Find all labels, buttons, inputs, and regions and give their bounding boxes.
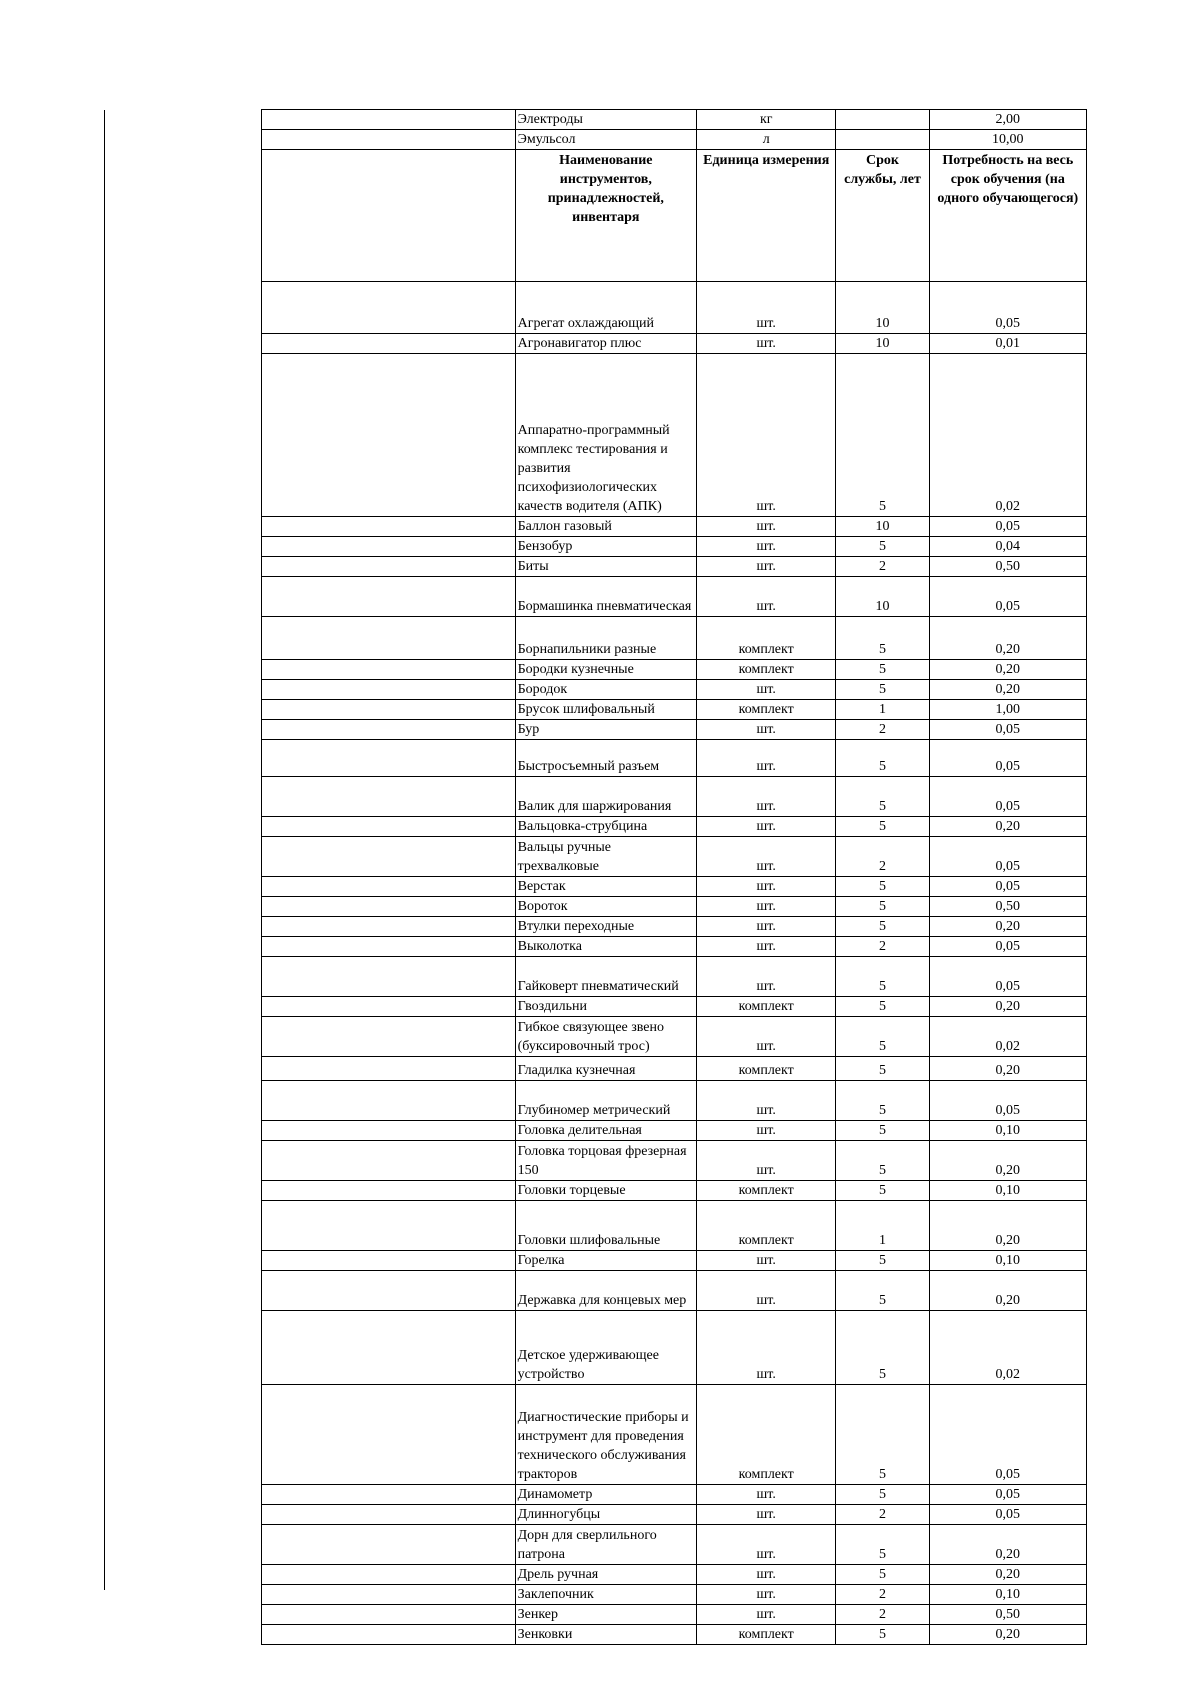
table-row xyxy=(262,1017,1087,1057)
item-need: 0,20 xyxy=(929,817,1086,837)
item-need: 0,05 xyxy=(929,957,1086,997)
table-row xyxy=(262,957,1087,997)
item-unit: комплект xyxy=(697,660,836,680)
item-unit: шт. xyxy=(697,680,836,700)
row-number-cell xyxy=(262,517,516,537)
item-need: 0,20 xyxy=(929,1057,1086,1081)
item-name: Агронавигатор плюс xyxy=(515,334,696,354)
item-name: Выколотка xyxy=(515,937,696,957)
item-need: 0,05 xyxy=(929,877,1086,897)
item-unit: шт. xyxy=(697,537,836,557)
item-life: 10 xyxy=(836,282,929,334)
table-row xyxy=(262,1271,1087,1311)
item-unit: комплект xyxy=(697,1625,836,1645)
row-number-cell xyxy=(262,1605,516,1625)
table-row xyxy=(262,937,1087,957)
item-unit: комплект xyxy=(697,1057,836,1081)
item-name: Баллон газовый xyxy=(515,517,696,537)
item-need: 0,05 xyxy=(929,1505,1086,1525)
row-number-cell xyxy=(262,1271,516,1311)
margin-line xyxy=(104,110,105,1590)
item-unit: комплект xyxy=(697,1385,836,1485)
item-unit: шт. xyxy=(697,1585,836,1605)
item-name: Головки торцевые xyxy=(515,1181,696,1201)
item-name: Бензобур xyxy=(515,537,696,557)
table-row xyxy=(262,1311,1087,1385)
header-unit: Единица измерения xyxy=(697,150,836,282)
row-number-cell xyxy=(262,334,516,354)
item-name: Гайковерт пневматический xyxy=(515,957,696,997)
item-unit: шт. xyxy=(697,877,836,897)
table-row xyxy=(262,1081,1087,1121)
table-row xyxy=(262,1485,1087,1505)
row-number-cell xyxy=(262,937,516,957)
table-row xyxy=(262,660,1087,680)
item-life: 5 xyxy=(836,917,929,937)
item-unit: шт. xyxy=(697,1121,836,1141)
item-life: 5 xyxy=(836,1121,929,1141)
item-unit: комплект xyxy=(697,1201,836,1251)
row-number-cell xyxy=(262,877,516,897)
item-unit: шт. xyxy=(697,917,836,937)
table-row xyxy=(262,1625,1087,1645)
item-unit: шт. xyxy=(697,1251,836,1271)
table-row xyxy=(262,1201,1087,1251)
item-need: 0,05 xyxy=(929,777,1086,817)
row-number-cell xyxy=(262,110,516,130)
item-life: 5 xyxy=(836,997,929,1017)
item-life: 2 xyxy=(836,720,929,740)
item-life: 5 xyxy=(836,1141,929,1181)
item-life: 5 xyxy=(836,1311,929,1385)
item-name: Вальцы ручные трехвалковые xyxy=(515,837,696,877)
item-name: Борнапильники разные xyxy=(515,617,696,660)
table-row xyxy=(262,817,1087,837)
item-name: Валик для шаржирования xyxy=(515,777,696,817)
item-need: 0,20 xyxy=(929,917,1086,937)
item-name: Головки шлифовальные xyxy=(515,1201,696,1251)
item-life: 5 xyxy=(836,1565,929,1585)
table-row xyxy=(262,537,1087,557)
item-name: Биты xyxy=(515,557,696,577)
item-need: 0,05 xyxy=(929,1485,1086,1505)
item-unit: шт. xyxy=(697,957,836,997)
item-need: 0,10 xyxy=(929,1181,1086,1201)
table-row xyxy=(262,740,1087,777)
table-row xyxy=(262,577,1087,617)
item-need: 0,05 xyxy=(929,937,1086,957)
table-row xyxy=(262,1141,1087,1181)
item-need: 0,02 xyxy=(929,354,1086,517)
item-unit: шт. xyxy=(697,1081,836,1121)
table-row xyxy=(262,557,1087,577)
table-row xyxy=(262,1605,1087,1625)
row-number-cell xyxy=(262,997,516,1017)
item-need: 0,05 xyxy=(929,517,1086,537)
row-number-cell xyxy=(262,817,516,837)
item-life: 5 xyxy=(836,777,929,817)
table-row xyxy=(262,680,1087,700)
row-number-cell xyxy=(262,1525,516,1565)
item-name: Вальцовка-струбцина xyxy=(515,817,696,837)
table-row xyxy=(262,897,1087,917)
item-need: 0,05 xyxy=(929,720,1086,740)
item-life: 1 xyxy=(836,700,929,720)
item-life: 10 xyxy=(836,334,929,354)
table-row xyxy=(262,1385,1087,1485)
row-number-cell xyxy=(262,130,516,150)
table-row xyxy=(262,997,1087,1017)
item-need: 0,05 xyxy=(929,740,1086,777)
item-need: 2,00 xyxy=(929,110,1086,130)
item-life: 2 xyxy=(836,557,929,577)
item-life: 5 xyxy=(836,877,929,897)
row-number-cell xyxy=(262,917,516,937)
item-name: Бур xyxy=(515,720,696,740)
item-life: 10 xyxy=(836,517,929,537)
item-name: Втулки переходные xyxy=(515,917,696,937)
item-life: 5 xyxy=(836,1625,929,1645)
item-unit: шт. xyxy=(697,1017,836,1057)
row-number-cell xyxy=(262,282,516,334)
item-name: Заклепочник xyxy=(515,1585,696,1605)
item-name: Брусок шлифовальный xyxy=(515,700,696,720)
item-need: 0,02 xyxy=(929,1017,1086,1057)
item-name: Верстак xyxy=(515,877,696,897)
item-need: 0,50 xyxy=(929,897,1086,917)
item-life: 1 xyxy=(836,1201,929,1251)
item-life: 2 xyxy=(836,937,929,957)
item-name: Динамометр xyxy=(515,1485,696,1505)
equipment-table xyxy=(261,109,1087,1645)
row-number-cell xyxy=(262,720,516,740)
item-unit: шт. xyxy=(697,334,836,354)
table-row xyxy=(262,334,1087,354)
item-life: 10 xyxy=(836,577,929,617)
item-life: 2 xyxy=(836,1605,929,1625)
table-row xyxy=(262,837,1087,877)
item-life: 5 xyxy=(836,957,929,997)
item-unit: кг xyxy=(697,110,836,130)
item-name: Бормашинка пневматическая xyxy=(515,577,696,617)
row-number-cell xyxy=(262,1485,516,1505)
item-need: 0,20 xyxy=(929,997,1086,1017)
item-life: 2 xyxy=(836,1585,929,1605)
item-need: 0,20 xyxy=(929,1271,1086,1311)
item-unit: шт. xyxy=(697,557,836,577)
item-life: 5 xyxy=(836,1525,929,1565)
item-name: Вороток xyxy=(515,897,696,917)
item-need: 0,20 xyxy=(929,1201,1086,1251)
item-unit: шт. xyxy=(697,1311,836,1385)
item-life: 5 xyxy=(836,680,929,700)
row-number-cell xyxy=(262,1181,516,1201)
item-unit: комплект xyxy=(697,617,836,660)
item-life: 5 xyxy=(836,1271,929,1311)
header-blank-cell xyxy=(262,150,516,282)
item-unit: шт. xyxy=(697,1505,836,1525)
table-row xyxy=(262,110,1087,130)
item-life: 2 xyxy=(836,837,929,877)
item-name: Электроды xyxy=(515,110,696,130)
item-need: 0,50 xyxy=(929,1605,1086,1625)
item-life: 5 xyxy=(836,1251,929,1271)
item-need: 0,20 xyxy=(929,680,1086,700)
item-life: 5 xyxy=(836,1485,929,1505)
row-number-cell xyxy=(262,1141,516,1181)
item-need: 0,50 xyxy=(929,557,1086,577)
item-unit: шт. xyxy=(697,1525,836,1565)
item-need: 0,05 xyxy=(929,837,1086,877)
item-name: Быстросъемный разъем xyxy=(515,740,696,777)
item-name: Диагностические приборы и инструмент для проведения технического обслуживания тракторов xyxy=(515,1385,696,1485)
item-unit: шт. xyxy=(697,777,836,817)
row-number-cell xyxy=(262,1585,516,1605)
item-name: Зенковки xyxy=(515,1625,696,1645)
row-number-cell xyxy=(262,777,516,817)
item-unit: шт. xyxy=(697,740,836,777)
item-name: Зенкер xyxy=(515,1605,696,1625)
item-need: 0,10 xyxy=(929,1121,1086,1141)
table-header-row xyxy=(262,150,1087,282)
item-need: 1,00 xyxy=(929,700,1086,720)
table-row xyxy=(262,877,1087,897)
item-need: 0,05 xyxy=(929,1385,1086,1485)
item-unit: шт. xyxy=(697,1605,836,1625)
item-life xyxy=(836,130,929,150)
item-unit: шт. xyxy=(697,837,836,877)
item-life: 5 xyxy=(836,897,929,917)
item-name: Головка делительная xyxy=(515,1121,696,1141)
item-unit: шт. xyxy=(697,354,836,517)
row-number-cell xyxy=(262,957,516,997)
item-name: Эмульсол xyxy=(515,130,696,150)
row-number-cell xyxy=(262,1057,516,1081)
row-number-cell xyxy=(262,1017,516,1057)
item-unit: комплект xyxy=(697,700,836,720)
item-life: 5 xyxy=(836,1057,929,1081)
item-life: 5 xyxy=(836,740,929,777)
item-name: Головка торцовая фрезерная 150 xyxy=(515,1141,696,1181)
table-row xyxy=(262,777,1087,817)
table-row xyxy=(262,1057,1087,1081)
item-life: 5 xyxy=(836,1081,929,1121)
item-need: 0,10 xyxy=(929,1585,1086,1605)
row-number-cell xyxy=(262,897,516,917)
item-unit: л xyxy=(697,130,836,150)
item-name: Державка для концевых мер xyxy=(515,1271,696,1311)
item-need: 0,20 xyxy=(929,617,1086,660)
item-name: Дорн для сверлильного патрона xyxy=(515,1525,696,1565)
item-name: Гибкое связующее звено (буксировочный трос) xyxy=(515,1017,696,1057)
item-unit: шт. xyxy=(697,897,836,917)
item-name: Глубиномер метрический xyxy=(515,1081,696,1121)
item-life: 5 xyxy=(836,660,929,680)
table-row xyxy=(262,1181,1087,1201)
item-unit: шт. xyxy=(697,577,836,617)
row-number-cell xyxy=(262,660,516,680)
item-life: 5 xyxy=(836,1385,929,1485)
item-unit: шт. xyxy=(697,1271,836,1311)
item-unit: шт. xyxy=(697,282,836,334)
table-row xyxy=(262,130,1087,150)
item-unit: шт. xyxy=(697,720,836,740)
table-row xyxy=(262,1505,1087,1525)
item-unit: шт. xyxy=(697,1565,836,1585)
row-number-cell xyxy=(262,680,516,700)
item-need: 0,05 xyxy=(929,282,1086,334)
table-row xyxy=(262,1251,1087,1271)
item-need: 0,20 xyxy=(929,1565,1086,1585)
table-row xyxy=(262,700,1087,720)
item-need: 0,05 xyxy=(929,577,1086,617)
row-number-cell xyxy=(262,537,516,557)
item-name: Дрель ручная xyxy=(515,1565,696,1585)
table-row xyxy=(262,354,1087,517)
table-row xyxy=(262,282,1087,334)
item-need: 0,05 xyxy=(929,1081,1086,1121)
item-life: 2 xyxy=(836,1505,929,1525)
item-life: 5 xyxy=(836,537,929,557)
item-name: Агрегат охлаждающий xyxy=(515,282,696,334)
row-number-cell xyxy=(262,354,516,517)
item-unit: шт. xyxy=(697,517,836,537)
item-name: Горелка xyxy=(515,1251,696,1271)
item-life: 5 xyxy=(836,817,929,837)
item-need: 0,20 xyxy=(929,1141,1086,1181)
item-name: Гладилка кузнечная xyxy=(515,1057,696,1081)
header-item-name: Наименование инструментов, принадлежностей, инвентаря xyxy=(515,150,696,282)
row-number-cell xyxy=(262,1565,516,1585)
header-life: Срок службы, лет xyxy=(836,150,929,282)
item-unit: шт. xyxy=(697,1141,836,1181)
table-row xyxy=(262,917,1087,937)
row-number-cell xyxy=(262,837,516,877)
row-number-cell xyxy=(262,557,516,577)
item-need: 0,20 xyxy=(929,660,1086,680)
item-need: 0,20 xyxy=(929,1525,1086,1565)
item-life: 5 xyxy=(836,1017,929,1057)
item-need: 0,10 xyxy=(929,1251,1086,1271)
item-life: 5 xyxy=(836,617,929,660)
item-unit: комплект xyxy=(697,997,836,1017)
row-number-cell xyxy=(262,1201,516,1251)
item-name: Бородки кузнечные xyxy=(515,660,696,680)
item-unit: шт. xyxy=(697,1485,836,1505)
row-number-cell xyxy=(262,577,516,617)
row-number-cell xyxy=(262,1081,516,1121)
item-name: Детское удерживающее устройство xyxy=(515,1311,696,1385)
row-number-cell xyxy=(262,1311,516,1385)
table-row xyxy=(262,1565,1087,1585)
row-number-cell xyxy=(262,1385,516,1485)
table-row xyxy=(262,1585,1087,1605)
item-name: Длинногубцы xyxy=(515,1505,696,1525)
item-unit: шт. xyxy=(697,817,836,837)
row-number-cell xyxy=(262,1251,516,1271)
table-row xyxy=(262,1525,1087,1565)
item-need: 10,00 xyxy=(929,130,1086,150)
row-number-cell xyxy=(262,1625,516,1645)
table-row xyxy=(262,1121,1087,1141)
item-life: 5 xyxy=(836,1181,929,1201)
item-unit: комплект xyxy=(697,1181,836,1201)
item-need: 0,20 xyxy=(929,1625,1086,1645)
header-need: Потребность на весь срок обучения (на одного обучающегося) xyxy=(929,150,1086,282)
item-name: Аппаратно-программный комплекс тестирования и развития психофизиологических качеств водителя (АПК) xyxy=(515,354,696,517)
row-number-cell xyxy=(262,1505,516,1525)
row-number-cell xyxy=(262,740,516,777)
item-life xyxy=(836,110,929,130)
row-number-cell xyxy=(262,700,516,720)
item-name: Бородок xyxy=(515,680,696,700)
item-need: 0,02 xyxy=(929,1311,1086,1385)
table-row xyxy=(262,517,1087,537)
item-need: 0,04 xyxy=(929,537,1086,557)
table-row xyxy=(262,617,1087,660)
row-number-cell xyxy=(262,617,516,660)
row-number-cell xyxy=(262,1121,516,1141)
table-row xyxy=(262,720,1087,740)
item-need: 0,01 xyxy=(929,334,1086,354)
item-name: Гвоздильни xyxy=(515,997,696,1017)
item-life: 5 xyxy=(836,354,929,517)
item-unit: шт. xyxy=(697,937,836,957)
